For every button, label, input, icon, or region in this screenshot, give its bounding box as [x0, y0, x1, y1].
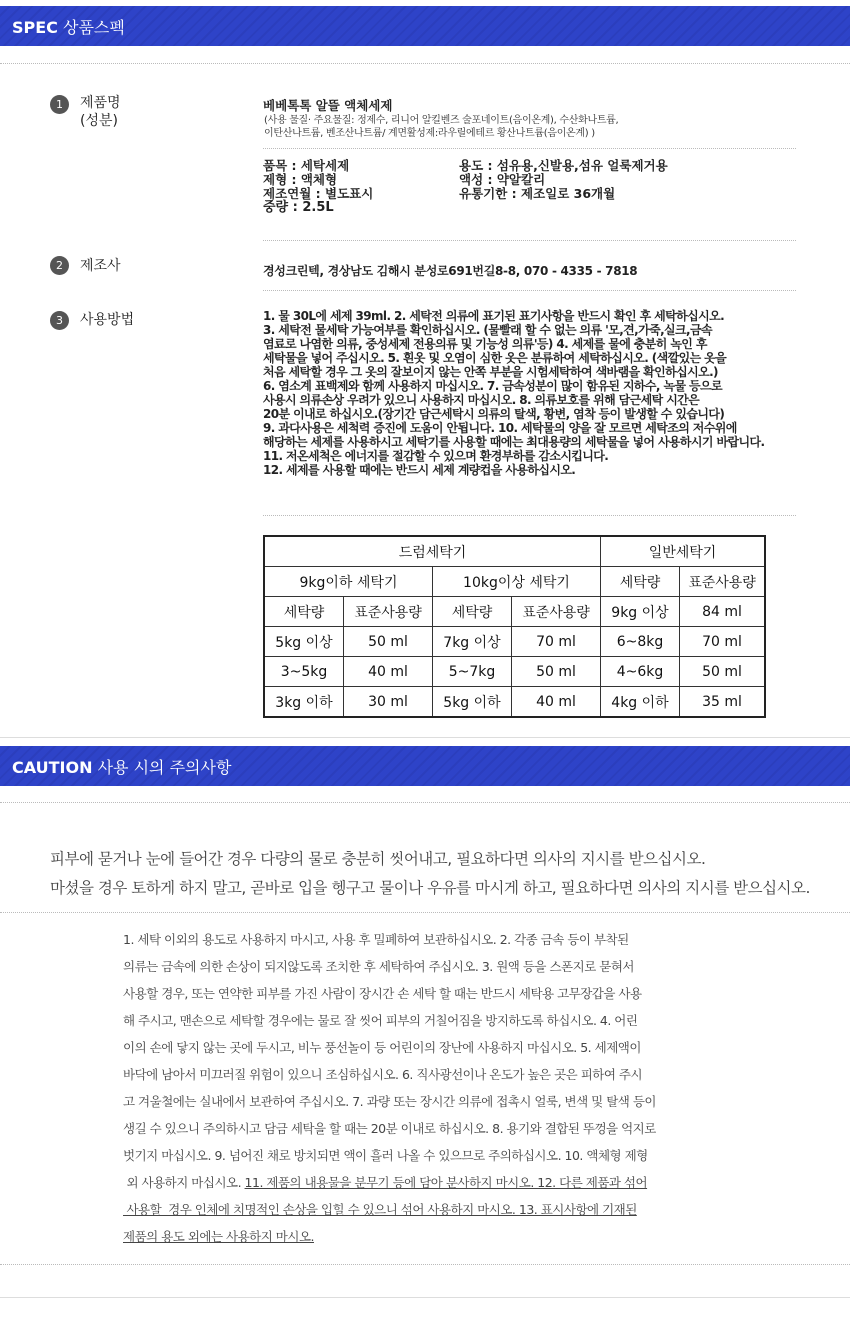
- caution-underlined-text: 사용할 경우 인체에 치명적인 손상을 입힐 수 있으니 섞어 사용하지 마시오. 13. 표시사항에 기재된: [123, 1202, 637, 1217]
- caution-line: [123, 980, 723, 1007]
- spec-item: 품목 : 세탁세제: [263, 158, 350, 173]
- table-header-load: 세탁량: [601, 567, 680, 597]
- spec-right: [459, 159, 668, 201]
- usage-line: 3. 세탁전 물세탁 가능여부를 확인하십시오. (물빨래 할 수 없는 의류 '모,견,가죽,실크,금속: [263, 323, 712, 337]
- table-cell: 70 ml: [512, 627, 601, 657]
- table-cell: 9kg 이상: [601, 597, 680, 627]
- usage-line: 9. 과다사용은 세척력 증진에 도움이 안됩니다. 10. 세탁물의 양을 잘 모르면 세탁조의 저수위에: [263, 421, 737, 435]
- table-row: [264, 687, 765, 718]
- caution-line-text: 생길 수 있으니 주의하시고 담금 세탁을 할 때는 20분 이내로 하십시오. 8. 용기와 결합된 뚜껑을 억지로: [123, 1121, 656, 1136]
- usage-line: 1. 물 30L에 세제 39ml. 2. 세탁전 의류에 표기된 표기사항을 반드시 확인 후 세탁하십시오.: [263, 309, 725, 323]
- usage-line: 사용시 의류손상 우려가 있으니 사용하지 마십시오. 8. 의류보호를 위해 담근세탁 시간은: [263, 393, 700, 407]
- table-row: [264, 536, 765, 567]
- usage-line: 세탁물을 넣어 주십시오. 5. 흰옷 및 오염이 심한 옷은 분류하여 세탁하십시오. (색깔있는 옷을: [263, 351, 727, 365]
- table-row: [264, 657, 765, 687]
- table-cell: 세탁량: [433, 597, 512, 627]
- caution-line-text: 1. 세탁 이외의 용도로 사용하지 마시고, 사용 후 밀폐하여 보관하십시오. 2. 각종 금속 등이 부착된: [123, 932, 629, 947]
- product-title: 베베톡톡 알뜰 액체세제: [263, 98, 393, 113]
- table-cell: 70 ml: [680, 627, 766, 657]
- manufacturer-label: 제조사: [80, 258, 121, 274]
- table-cell: 30 ml: [344, 687, 433, 718]
- caution-line-text: 벗기지 마십시오. 9. 넘어진 채로 방치되면 액이 흘러 나올 수 있으므로 주의하십시오. 10. 액체형 제형: [123, 1148, 648, 1163]
- divider: [0, 802, 850, 803]
- caution-underlined-text: 11. 제품의 내용물을 분무기 등에 담아 분사하지 마시오. 12. 다른 제품과 섞어: [244, 1175, 648, 1190]
- caution-line-text: 바닥에 남아서 미끄러질 위험이 있으니 조심하십시오. 6. 직사광선이나 온도가 높은 곳은 피하여 주시: [123, 1067, 643, 1082]
- caution-line: [123, 1007, 723, 1034]
- product-name-label-2: (성분): [80, 113, 118, 129]
- table-header-std: 표준사용량: [680, 567, 766, 597]
- caution-line: [123, 1196, 723, 1223]
- spec-item: 제형 : 액체형: [263, 172, 338, 187]
- warning-line-1: 피부에 묻거나 눈에 들어간 경우 다량의 물로 충분히 씻어내고, 필요하다면 의사의 지시를 받으십시오.: [50, 850, 706, 868]
- divider: [263, 240, 796, 241]
- caution-line-text: 외 사용하지 마십시오.: [123, 1175, 245, 1190]
- product-name-label-1: 제품명: [80, 95, 121, 111]
- spec-left: [263, 159, 373, 215]
- caution-line: [123, 1088, 723, 1115]
- table-header-drum-small: 9kg이하 세탁기: [264, 567, 433, 597]
- caution-line-text: 사용할 경우, 또는 연약한 피부를 가진 사람이 장시간 손 세탁 할 때는 반드시 세탁용 고무장갑을 사용: [123, 986, 642, 1001]
- divider: [0, 1297, 850, 1298]
- usage-line: 12. 세제를 사용할 때에는 반드시 세제 계량컵을 사용하십시오.: [263, 463, 576, 477]
- divider: [0, 912, 850, 913]
- table-cell: 84 ml: [680, 597, 766, 627]
- caution-line-text: 해 주시고, 맨손으로 세탁할 경우에는 물로 잘 씻어 피부의 거칠어짐을 방지하도록 하십시오. 4. 어린: [123, 1013, 638, 1028]
- spec-item: 용도 : 섬유용,신발용,섬유 얼룩제거용: [459, 158, 668, 173]
- table-cell: 5kg 이상: [264, 627, 344, 657]
- caution-line: [123, 1034, 723, 1061]
- spec-item: 제조연월 : 별도표시: [263, 186, 374, 201]
- caution-underlined-text: 제품의 용도 외에는 사용하지 마시오.: [123, 1229, 314, 1244]
- usage-text: [263, 309, 808, 477]
- caution-line: [123, 1115, 723, 1142]
- spec-item: 액성 : 약알칼리: [459, 172, 546, 187]
- usage-line: 해당하는 세제를 사용하시고 세탁기를 사용할 때에는 최대용량의 세탁물을 넣어 사용하시기 바랍니다.: [263, 435, 765, 449]
- table-row: [264, 597, 765, 627]
- table-header-drum: 드럼세탁기: [264, 536, 601, 567]
- table-cell: 세탁량: [264, 597, 344, 627]
- usage-line: 염료로 나염한 의류, 중성세제 전용의류 및 기능성 의류'등) 4. 세제를 물에 충분히 녹인 후: [263, 337, 707, 351]
- table-row: [264, 627, 765, 657]
- caution-line: [123, 953, 723, 980]
- spec-header-ko: 상품스펙: [63, 18, 125, 37]
- section-number-3: 3: [50, 311, 69, 330]
- divider: [0, 63, 850, 64]
- caution-line: [123, 1061, 723, 1088]
- divider: [263, 515, 796, 516]
- spec-item: 유통기한 : 제조일로 36개월: [459, 186, 616, 201]
- table-header-drum-large: 10kg이상 세탁기: [433, 567, 601, 597]
- table-cell: 4kg 이하: [601, 687, 680, 718]
- dosage-table: [263, 535, 766, 718]
- caution-line: [123, 1223, 723, 1250]
- table-cell: 35 ml: [680, 687, 766, 718]
- divider: [263, 290, 796, 291]
- warning-line-2: 마셨을 경우 토하게 하지 말고, 곧바로 입을 헹구고 물이나 우유를 마시게 하고, 필요하다면 의사의 지시를 받으십시오.: [50, 879, 810, 897]
- divider: [0, 1264, 850, 1265]
- table-cell: 표준사용량: [344, 597, 433, 627]
- caution-line: [123, 1142, 723, 1169]
- usage-line: 처음 세탁할 경우 그 옷의 잘보이지 않는 안쪽 부분을 시험세탁하여 색바램을 확인하십시오.): [263, 365, 718, 379]
- table-cell: 3~5kg: [264, 657, 344, 687]
- caution-header-en: CAUTION: [12, 758, 93, 777]
- divider: [263, 148, 796, 149]
- table-cell: 5kg 이하: [433, 687, 512, 718]
- table-row: [264, 567, 765, 597]
- table-cell: 50 ml: [344, 627, 433, 657]
- usage-line: 6. 염소계 표백제와 함께 사용하지 마십시오. 7. 금속성분이 많이 함유된 지하수, 녹물 등으로: [263, 379, 722, 393]
- table-cell: 5~7kg: [433, 657, 512, 687]
- manufacturer-value: 경성크린텍, 경상남도 김해시 분성로691번길8-8, 070 - 4335 - 7818: [263, 264, 638, 278]
- spec-item: 중량 : 2.5L: [263, 200, 334, 215]
- table-cell: 50 ml: [680, 657, 766, 687]
- table-cell: 6~8kg: [601, 627, 680, 657]
- caution-header: [0, 746, 850, 786]
- caution-line: [123, 926, 723, 953]
- ingredients-line-2: 이탄산나트륨, 벤조산나트륨/ 계면활성제:라우릴에테르 황산나트륨(음이온계) ): [264, 128, 595, 139]
- caution-header-ko: 사용 시의 주의사항: [97, 758, 232, 777]
- usage-line: 11. 저온세척은 에너지를 절감할 수 있으며 환경부하를 감소시킵니다.: [263, 449, 609, 463]
- caution-line-text: 의류는 금속에 의한 손상이 되지않도록 조치한 후 세탁하여 주십시오. 3. 원액 등을 스폰지로 묻혀서: [123, 959, 634, 974]
- spec-header-en: SPEC: [12, 18, 58, 37]
- table-cell: 40 ml: [344, 657, 433, 687]
- usage-line: 20분 이내로 하십시오.(장기간 담근세탁시 의류의 탈색, 황변, 염착 등이 발생할 수 있습니다): [263, 407, 725, 421]
- table-cell: 40 ml: [512, 687, 601, 718]
- table-cell: 7kg 이상: [433, 627, 512, 657]
- divider: [0, 737, 850, 738]
- table-cell: 50 ml: [512, 657, 601, 687]
- table-cell: 표준사용량: [512, 597, 601, 627]
- table-cell: 3kg 이하: [264, 687, 344, 718]
- section-number-1: 1: [50, 95, 69, 114]
- product-name-label: [80, 94, 121, 130]
- ingredients-line-1: (사용 물질· 주요물질: 정제수, 리니어 알킬벤즈 술포네이트(음이온계), 수산화나트륨,: [264, 115, 619, 126]
- caution-text: [123, 926, 723, 1250]
- table-header-general: 일반세탁기: [601, 536, 766, 567]
- caution-line-text: 고 겨울철에는 실내에서 보관하여 주십시오. 7. 과량 또는 장시간 의류에 접촉시 얼룩, 변색 및 탈색 등이: [123, 1094, 656, 1109]
- spec-header: [0, 6, 850, 46]
- caution-line: [123, 1169, 723, 1196]
- section-number-2: 2: [50, 256, 69, 275]
- table-cell: 4~6kg: [601, 657, 680, 687]
- caution-line-text: 이의 손에 닿지 않는 곳에 두시고, 비누 풍선놀이 등 어린이의 장난에 사용하지 마십시오. 5. 세제액이: [123, 1040, 641, 1055]
- usage-label: 사용방법: [80, 312, 135, 328]
